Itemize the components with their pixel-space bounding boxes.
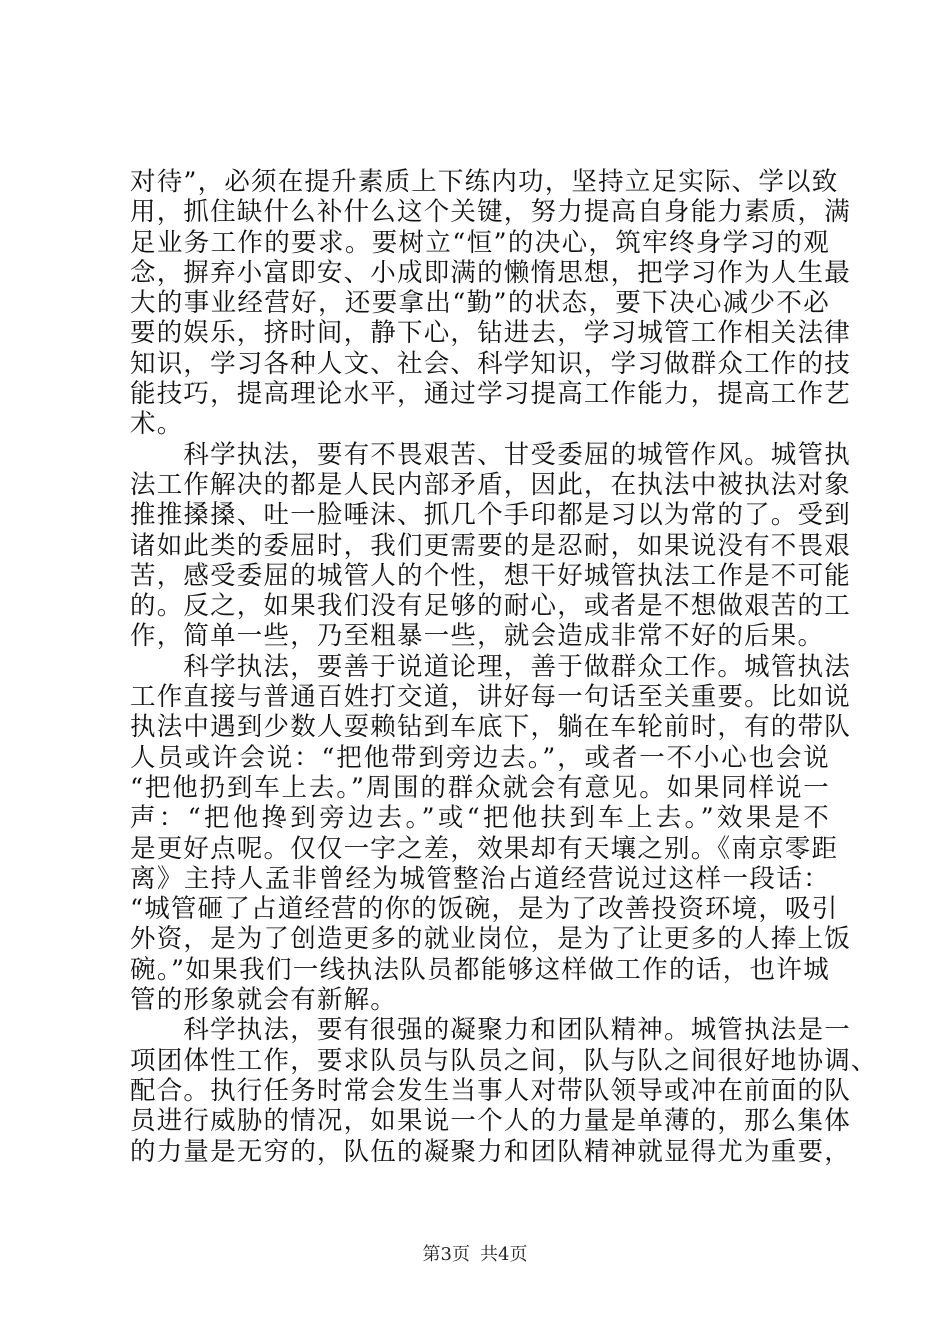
text-line: 诸如此类的委屈时，我们更需要的是忍耐，如果说没有不畏艰 (130, 530, 851, 561)
text-line: 是更好点呢。仅仅一字之差，效果却有天壤之别。《南京零距 (130, 833, 839, 864)
text-line: 法工作解决的都是人民内部矛盾，因此，在执法中被执法对象 (130, 469, 851, 500)
text-line: 的。反之，如果我们没有足够的耐心，或者是不想做艰苦的工 (130, 591, 851, 622)
text-line: 作，简单一些，乃至粗暴一些，就会造成非常不好的后果。 (130, 621, 825, 652)
text-line: 术。 (130, 409, 184, 440)
text-line: 项团体性工作，要求队员与队员之间，队与队之间很好地协调、 (130, 1045, 878, 1076)
text-line: 离》主持人孟非曾经为城管整治占道经营说过这样一段话： (130, 863, 830, 894)
text-line: 足业务工作的要求。要树立“恒”的决心，筑牢终身学习的观 (130, 227, 830, 258)
text-line: 科学执法，要有不畏艰苦、甘受委屈的城管作风。城管执 (130, 439, 851, 470)
text-line: 声：“把他搀到旁边去。”或“把他扶到车上去。”效果是不 (130, 803, 830, 834)
text-line: 的力量是无穷的，队伍的凝聚力和团队精神就显得尤为重要， (130, 1136, 851, 1167)
text-line: “城管砸了占道经营的你的饭碗，是为了改善投资环境，吸引 (130, 894, 839, 925)
text-line: 要的娱乐，挤时间，静下心，钻进去，学习城管工作相关法律 (130, 318, 851, 349)
text-line: 碗。”如果我们一线执法队员都能够这样做工作的话，也许城 (130, 954, 830, 985)
text-line: 苦，感受委屈的城管人的个性，想干好城管执法工作是不可能 (130, 560, 851, 591)
text-line: 员进行威胁的情况，如果说一个人的力量是单薄的，那么集体 (130, 1106, 851, 1137)
text-line: 外资，是为了创造更多的就业岗位，是为了让更多的人捧上饭 (130, 924, 851, 955)
text-line: 管的形象就会有新解。 (130, 985, 398, 1016)
text-line: 用，抓住缺什么补什么这个关键，努力提高自身能力素质，满 (130, 197, 851, 228)
text-line: 工作直接与普通百姓打交道，讲好每一句话至关重要。比如说 (130, 682, 851, 713)
text-line: 能技巧，提高理论水平，通过学习提高工作能力，提高工作艺 (130, 379, 851, 410)
text-line: 知识，学习各种人文、社会、科学知识，学习做群众工作的技 (130, 348, 851, 379)
text-line: 配合。执行任务时常会发生当事人对带队领导或冲在前面的队 (130, 1075, 851, 1106)
text-line: 科学执法，要有很强的凝聚力和团队精神。城管执法是一 (130, 1015, 851, 1046)
page-footer (0, 1240, 950, 1266)
text-line: “把他扔到车上去。”周围的群众就会有意见。如果同样说一 (130, 772, 830, 803)
page-number: 第3页 (422, 1244, 470, 1265)
text-line: 科学执法，要善于说道论理，善于做群众工作。城管执法 (130, 651, 851, 682)
text-line: 对待”，必须在提升素质上下练内功，坚持立足实际、学以致 (130, 167, 839, 197)
text-line: 人员或许会说：“把他带到旁边去。”，或者一不小心也会说 (130, 742, 830, 773)
text-line: 执法中遇到少数人耍赖钻到车底下，躺在车轮前时，有的带队 (130, 712, 851, 743)
text-line: 推推搡搡、吐一脸唾沫、抓几个手印都是习以为常的了。受到 (130, 500, 851, 531)
text-line: 念，摒弃小富即安、小成即满的懒惰思想，把学习作为人生最 (130, 257, 851, 288)
text-line: 大的事业经营好，还要拿出“勤”的状态，要下决心减少不必 (130, 288, 830, 319)
document-body (130, 167, 878, 1167)
page-total: 共4页 (480, 1244, 528, 1265)
